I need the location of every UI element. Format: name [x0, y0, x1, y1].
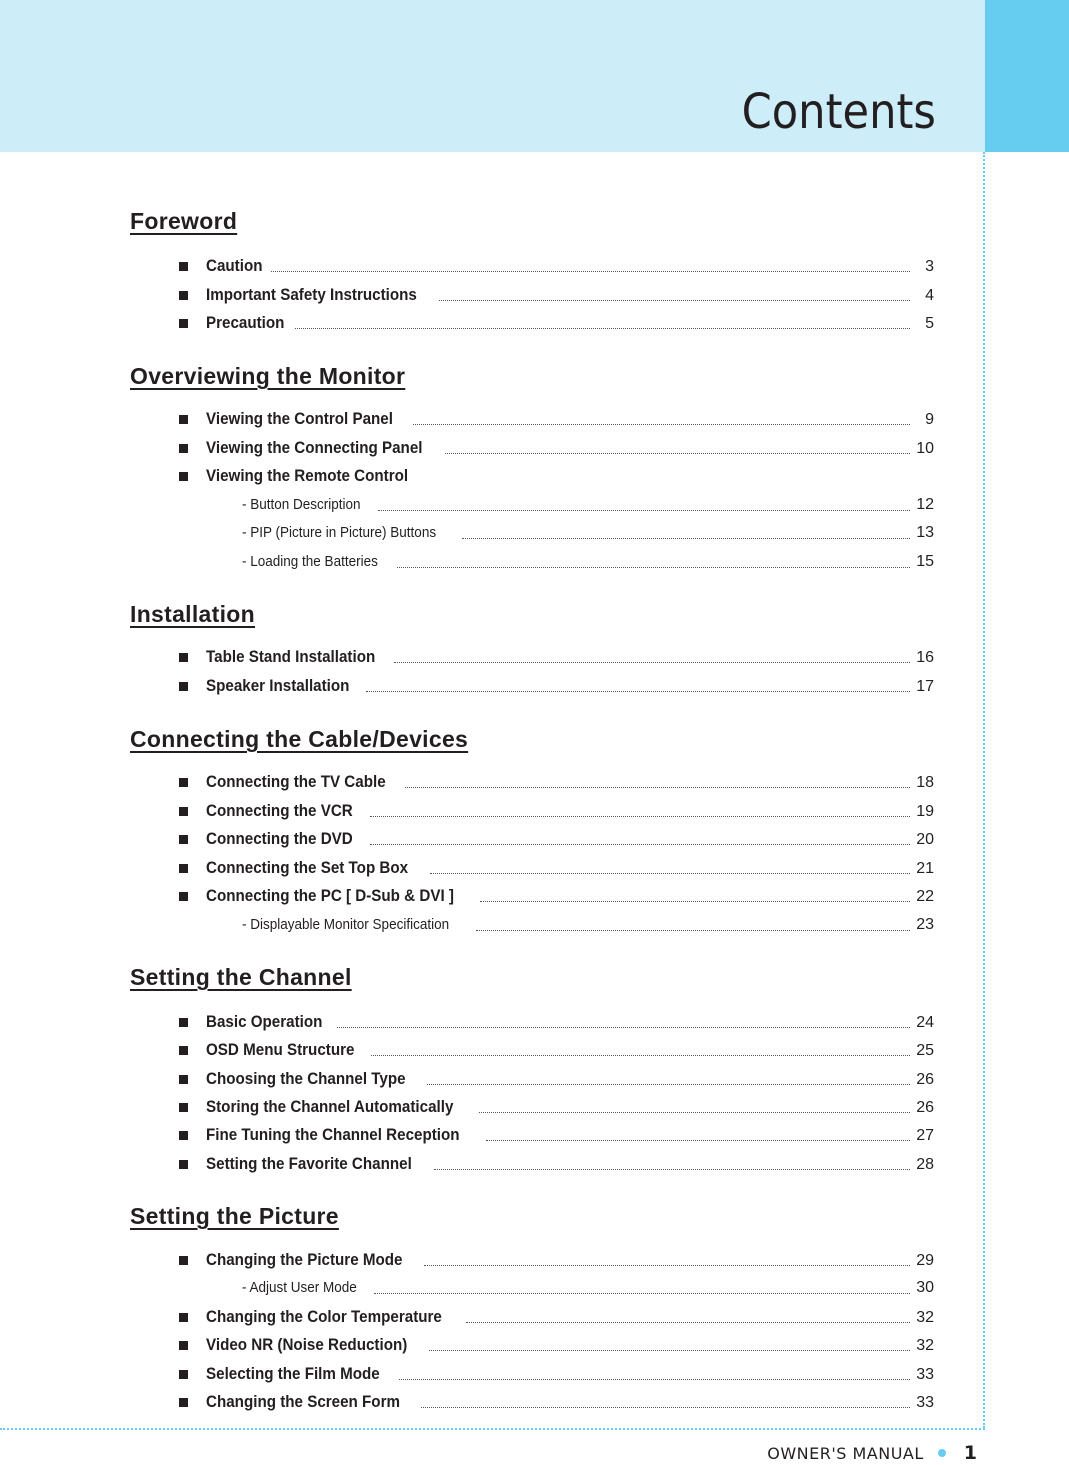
toc-entry[interactable] — [180, 283, 934, 307]
toc-entry-label: Precaution — [206, 314, 285, 332]
section-title[interactable]: Connecting the Cable/Devices — [130, 726, 469, 752]
toc-entry[interactable] — [180, 1305, 934, 1329]
leader-dots — [337, 1026, 910, 1028]
leader-dots — [271, 270, 910, 272]
toc-entry[interactable] — [180, 407, 934, 431]
leader-dots — [405, 786, 910, 788]
leader-dots — [466, 1321, 910, 1323]
toc-subentry-label: - Adjust User Mode — [242, 1279, 357, 1296]
leader-dots — [462, 537, 910, 539]
leader-dots — [366, 690, 910, 692]
toc-subentry[interactable] — [242, 913, 934, 937]
toc-subentry[interactable] — [242, 521, 934, 545]
toc-entry-page: 15 — [916, 553, 934, 570]
toc-entry[interactable] — [180, 1067, 934, 1091]
toc-entry-page: 18 — [916, 774, 934, 791]
toc-entry-label: Storing the Channel Automatically — [206, 1098, 454, 1116]
square-bullet-icon — [179, 807, 188, 816]
toc-entry[interactable] — [180, 311, 934, 335]
toc-entry-label: OSD Menu Structure — [206, 1041, 355, 1059]
leader-dots — [413, 423, 910, 425]
toc-entry-page: 23 — [916, 916, 934, 933]
toc-entry-page: 5 — [925, 315, 934, 332]
toc-entry-page: 27 — [916, 1127, 934, 1144]
toc-entry[interactable] — [180, 1038, 934, 1062]
square-bullet-icon — [179, 472, 188, 481]
toc-entry-label: Selecting the Film Mode — [206, 1365, 380, 1383]
toc-entry-page: 16 — [916, 649, 934, 666]
toc-entry[interactable] — [180, 884, 934, 908]
toc-entry-page: 19 — [916, 803, 934, 820]
toc-entry-page: 17 — [916, 678, 934, 695]
toc-entry-label: Changing the Screen Form — [206, 1393, 400, 1411]
toc-entry[interactable] — [180, 1095, 934, 1119]
toc-subentry-label: - Loading the Batteries — [242, 553, 378, 570]
bottom-dotted-rule — [0, 1428, 985, 1430]
toc-entry[interactable] — [180, 674, 934, 698]
square-bullet-icon — [179, 291, 188, 300]
toc-entry[interactable] — [180, 1362, 934, 1386]
toc-entry-label: Video NR (Noise Reduction) — [206, 1336, 408, 1354]
leader-dots — [370, 843, 911, 845]
toc-entry-page: 25 — [916, 1042, 934, 1059]
square-bullet-icon — [179, 1370, 188, 1379]
leader-dots — [394, 661, 910, 663]
square-bullet-icon — [179, 1103, 188, 1112]
toc-entry-page: 13 — [916, 524, 934, 541]
toc-entry[interactable] — [180, 1010, 934, 1034]
leader-dots — [371, 1054, 910, 1056]
toc-entry[interactable] — [180, 1333, 934, 1357]
toc-entry-page: 33 — [916, 1366, 934, 1383]
leader-dots — [479, 1111, 910, 1113]
square-bullet-icon — [179, 653, 188, 662]
right-dotted-rule — [983, 152, 985, 1428]
toc-entry-label: Changing the Picture Mode — [206, 1251, 403, 1269]
page-number: 1 — [963, 1442, 977, 1464]
footer-label: OWNER'S MANUAL — [767, 1443, 924, 1463]
toc-subentry[interactable] — [242, 550, 934, 574]
toc-entry-page: 26 — [916, 1071, 934, 1088]
toc-subentry[interactable] — [242, 493, 934, 517]
leader-dots — [476, 929, 910, 931]
leader-dots — [399, 1378, 910, 1380]
bullet-dot-icon — [938, 1449, 946, 1457]
square-bullet-icon — [179, 1075, 188, 1084]
toc-entry-page: 21 — [916, 860, 934, 877]
square-bullet-icon — [179, 1398, 188, 1407]
toc-entry-label: Changing the Color Temperature — [206, 1308, 442, 1326]
square-bullet-icon — [179, 262, 188, 271]
leader-dots — [439, 299, 910, 301]
square-bullet-icon — [179, 319, 188, 328]
leader-dots — [295, 327, 910, 329]
toc-entry-label: Fine Tuning the Channel Reception — [206, 1126, 460, 1144]
toc-entry-label: Viewing the Connecting Panel — [206, 439, 423, 457]
leader-dots — [370, 815, 911, 817]
leader-dots — [430, 872, 910, 874]
section-title[interactable]: Foreword — [130, 208, 238, 234]
square-bullet-icon — [179, 444, 188, 453]
leader-dots — [397, 566, 910, 568]
square-bullet-icon — [179, 835, 188, 844]
toc-entry[interactable] — [180, 254, 934, 278]
leader-dots — [374, 1292, 910, 1294]
toc-entry-page: 12 — [916, 496, 934, 513]
square-bullet-icon — [179, 415, 188, 424]
square-bullet-icon — [179, 1313, 188, 1322]
square-bullet-icon — [179, 1256, 188, 1265]
toc-entry-label: Speaker Installation — [206, 677, 350, 695]
toc-entry-label: Basic Operation — [206, 1013, 323, 1031]
square-bullet-icon — [179, 1018, 188, 1027]
leader-dots — [486, 1139, 910, 1141]
toc-entry[interactable] — [180, 436, 934, 460]
toc-entry-page: 32 — [916, 1337, 934, 1354]
toc-entry-page: 20 — [916, 831, 934, 848]
toc-entry[interactable] — [180, 1152, 934, 1176]
toc-entry-label: Connecting the PC [ D-Sub & DVI ] — [206, 887, 454, 905]
leader-dots — [429, 1349, 910, 1351]
toc-entry[interactable] — [180, 856, 934, 880]
toc-entry-page: 9 — [925, 411, 934, 428]
toc-entry-label: Table Stand Installation — [206, 648, 376, 666]
leader-dots — [427, 1083, 910, 1085]
leader-dots — [421, 1406, 910, 1408]
toc-entry[interactable] — [180, 1390, 934, 1414]
header-tab — [985, 0, 1069, 152]
toc-entry[interactable] — [180, 464, 934, 488]
toc-entry-page: 22 — [916, 888, 934, 905]
toc-entry-page: 30 — [916, 1279, 934, 1296]
toc-entry-label: Connecting the TV Cable — [206, 773, 386, 791]
toc-entry[interactable] — [180, 770, 934, 794]
square-bullet-icon — [179, 864, 188, 873]
toc-entry-page: 33 — [916, 1394, 934, 1411]
page-title: Contents — [741, 84, 936, 140]
toc-subentry-label: - PIP (Picture in Picture) Buttons — [242, 524, 437, 541]
toc-entry-label: Setting the Favorite Channel — [206, 1155, 412, 1173]
toc-subentry-label: - Displayable Monitor Specification — [242, 916, 450, 933]
section-title[interactable]: Setting the Channel — [130, 964, 352, 990]
square-bullet-icon — [179, 1131, 188, 1140]
section-title[interactable]: Installation — [130, 601, 256, 627]
toc-entry-label: Caution — [206, 257, 263, 275]
leader-dots — [445, 452, 910, 454]
leader-dots — [378, 509, 910, 511]
toc-entry-page: 32 — [916, 1309, 934, 1326]
leader-dots — [434, 1168, 910, 1170]
toc-entry[interactable] — [180, 1248, 934, 1272]
section-title[interactable]: Overviewing the Monitor — [130, 363, 406, 389]
toc-entry-label: Connecting the Set Top Box — [206, 859, 409, 877]
toc-entry-label: Choosing the Channel Type — [206, 1070, 406, 1088]
toc-entry-page: 28 — [916, 1156, 934, 1173]
square-bullet-icon — [179, 778, 188, 787]
toc-entry-label: Important Safety Instructions — [206, 286, 417, 304]
toc-entry[interactable] — [180, 799, 934, 823]
square-bullet-icon — [179, 892, 188, 901]
toc-entry-page: 4 — [925, 287, 934, 304]
square-bullet-icon — [179, 1160, 188, 1169]
toc-entry[interactable] — [180, 645, 934, 669]
page-footer — [767, 1441, 977, 1465]
toc-entry-page: 29 — [916, 1252, 934, 1269]
toc-entry-label: Viewing the Remote Control — [206, 467, 409, 485]
square-bullet-icon — [179, 1046, 188, 1055]
toc-subentry[interactable] — [242, 1276, 934, 1300]
toc-entry-label: Connecting the VCR — [206, 802, 353, 820]
section-title[interactable]: Setting the Picture — [130, 1203, 339, 1229]
leader-dots — [424, 1264, 910, 1266]
toc-entry-label: Connecting the DVD — [206, 830, 353, 848]
square-bullet-icon — [179, 1341, 188, 1350]
toc-entry-page: 26 — [916, 1099, 934, 1116]
toc-entry-page: 24 — [916, 1014, 934, 1031]
toc-entry[interactable] — [180, 827, 934, 851]
toc-entry-page: 3 — [925, 258, 934, 275]
toc-entry-page: 10 — [916, 440, 934, 457]
toc-entry[interactable] — [180, 1123, 934, 1147]
toc-subentry-label: - Button Description — [242, 496, 361, 513]
leader-dots — [480, 900, 911, 902]
square-bullet-icon — [179, 682, 188, 691]
toc-entry-label: Viewing the Control Panel — [206, 410, 393, 428]
